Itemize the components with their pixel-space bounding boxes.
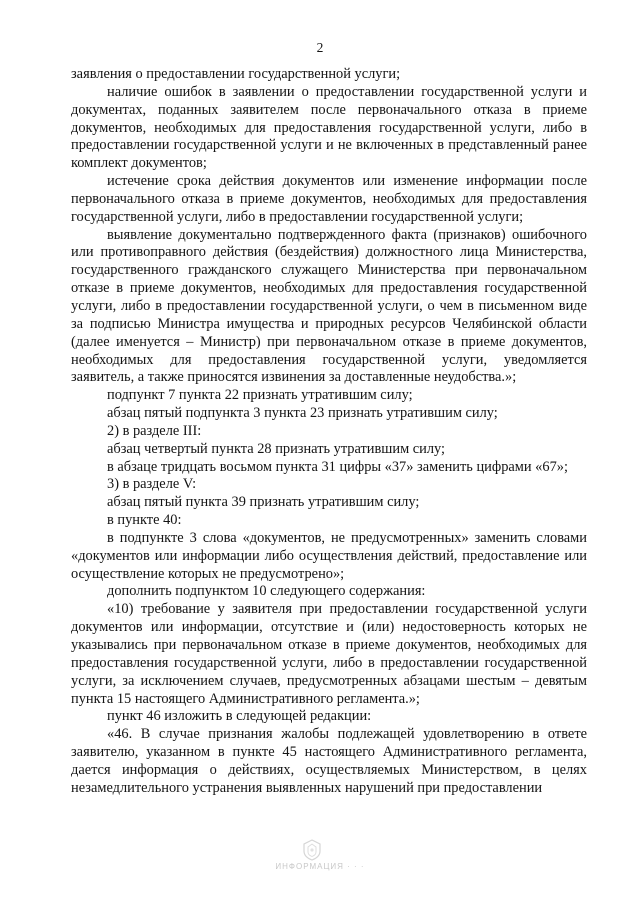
paragraph: дополнить подпунктом 10 следующего содержания: xyxy=(107,583,426,600)
coat-of-arms-icon xyxy=(300,838,324,862)
paragraph: заявления о предоставлении государственной услуги; xyxy=(71,66,401,82)
paragraph: «46. В случае признания жалобы подлежащей удовлетворению в ответе заявителю, указанном в пункте 45 настоящего Административного регламента, дается информация о действиях, осуществляемых Министерством, в целях незамедлительного устранения выявленных нарушений при предоставлении xyxy=(71,726,587,796)
paragraph: наличие ошибок в заявлении о предоставлении государственной услуги и документах, поданных заявителем после первоначального отказа в приеме документов, необходимых для предоставления государственной услуги, либо в предоставлении государственной услуги и не включенных в представленный ранее комплект документов; xyxy=(71,83,587,172)
paragraph: в подпункте 3 слова «документов, не предусмотренных» заменить словами «документов или информации либо осуществления действий, предоставление или осуществление которых не предусмотрено»; xyxy=(71,529,587,582)
paragraph: истечение срока действия документов или изменение информации после первоначального отказа в приеме документов, необходимых для предоставления государственной услуги, либо в предоставлении государственной услуги; xyxy=(71,173,587,225)
paragraph: пункт 46 изложить в следующей редакции: xyxy=(107,708,372,725)
paragraph: выявление документально подтвержденного факта (признаков) ошибочного или противоправного действия (бездействия) должностного лица Министерства, государственного гражданского служащего Министерства при первоначальном отказе в приеме документов, необходимых для предоставления государственной услуги, либо в предоставлении государственной услуги, о чем в письменном виде за подписью Министра имущества и природных ресурсов Челябинской области (далее именуется – Министр) при первоначальном отказе в приеме документов, необходимых для предоставления государственной услуги, уведомляется заявитель, а также приносятся извинения за доставленные неудобства.»; xyxy=(71,226,587,386)
paragraph: в абзаце тридцать восьмом пункта 31 цифры «37» заменить цифрами «67»; xyxy=(107,458,568,475)
paragraph: «10) требование у заявителя при предоставлении государственной услуги документов или информации, отсутствие и (или) недостоверность которых не указывались при первоначальном отказе в приеме документов, необходимых для предоставления государственной услуги, либо в предоставлении государственной услуги, за исключением случаев, предусмотренных абзацами шестым – девятым пункта 15 настоящего Административного регламента.»; xyxy=(71,601,587,707)
paragraph: абзац пятый подпункта 3 пункта 23 признать утратившим силу; xyxy=(107,405,498,422)
paragraph: в пункте 40: xyxy=(107,512,182,529)
paragraph: абзац четвертый пункта 28 признать утратившим силу; xyxy=(107,440,446,457)
paragraph: подпункт 7 пункта 22 признать утратившим силу; xyxy=(107,387,413,404)
footer-stamp-text: ИНФОРМАЦИЯ · · · xyxy=(275,862,365,871)
paragraph: абзац пятый пункта 39 признать утратившим силу; xyxy=(107,494,420,511)
page-number: 2 xyxy=(316,40,324,55)
document-body xyxy=(71,66,587,798)
paragraph: 3) в разделе V: xyxy=(107,476,197,493)
paragraph: 2) в разделе III: xyxy=(107,422,202,439)
